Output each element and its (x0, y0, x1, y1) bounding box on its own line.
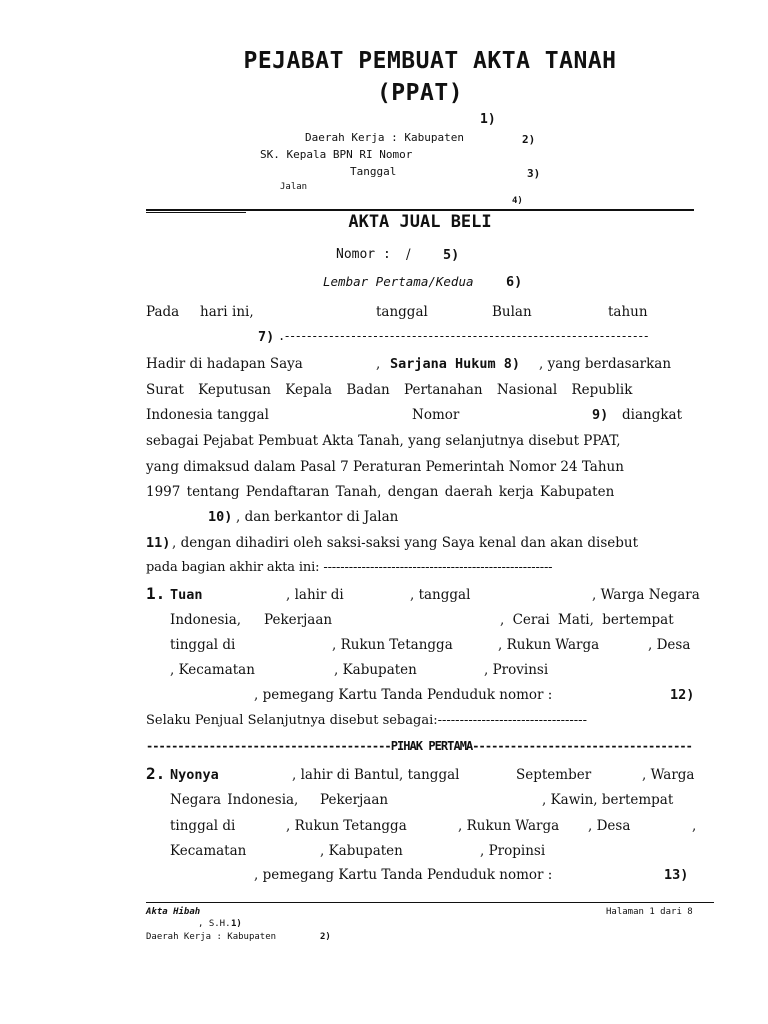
footer-akta-hibah: Akta Hibah (146, 907, 201, 917)
item2-l3-c: , Rukun Warga (458, 818, 560, 834)
item2-l1-a: , lahir di Bantul, tanggal (292, 767, 460, 783)
footer-page-indicator: Halaman 1 dari 8 (606, 907, 693, 917)
item1-l2-c: , Cerai Mati, bertempat (500, 612, 674, 628)
item1-l1-c: , Warga Negara (592, 587, 700, 603)
para2-l6: 1997 tentang Pendaftaran Tanah, dengan daerah kerja Kabupaten (146, 484, 615, 500)
item2-l1-b: September (516, 767, 592, 783)
item2-l2-a: Negara Indonesia, (170, 792, 299, 808)
selaku-line: Selaku Penjual Selanjutnya disebut sebagai:---------------------------------- (146, 713, 587, 728)
item2-l4-b: , Kabupaten (320, 843, 403, 859)
item2-l3-b: , Rukun Tetangga (286, 818, 407, 834)
para2-l1-b: , (376, 356, 381, 372)
item1-l3-d: , Desa (648, 637, 691, 653)
para2-l8-note: 11) (146, 535, 171, 551)
footer-divider (146, 902, 714, 903)
para1-word-pada: Pada (146, 304, 180, 320)
para2-l4: sebagai Pejabat Pembuat Akta Tanah, yang selanjutnya disebut PPAT, (146, 433, 621, 449)
para2-l1-d: , yang berdasarkan (539, 356, 672, 372)
para1-note: 7) (258, 329, 275, 345)
header-note-3: 3) (527, 167, 541, 180)
item1-l3-a: tinggal di (170, 637, 236, 653)
item2-l2-c: , Kawin, bertempat (542, 792, 674, 808)
para2-l9: pada bagian akhir akta ini: ------------------------------------------------------ (146, 560, 553, 575)
item1-l4-c: , Provinsi (484, 662, 549, 678)
pihak-pertama-line: ---------------------------------------PIHAK PERTAMA----------------------------------- (146, 739, 692, 753)
footer-sh: , S.H. (198, 919, 231, 929)
para2-l3-a: Indonesia tanggal (146, 407, 269, 423)
para2-sarjana-hukum: Sarjana Hukum 8) (390, 356, 521, 372)
footer-daerah: Daerah Kerja : Kabupaten (146, 932, 277, 942)
para1-word-tanggal: tanggal (376, 304, 428, 320)
lembar-label: Lembar Pertama/Kedua (323, 274, 474, 289)
lembar-note: 6) (506, 274, 523, 290)
para1-word-ini: ini, (232, 304, 254, 320)
header-sk-label: SK. Kepala BPN RI Nomor (260, 148, 413, 161)
para1-word-hari: hari (200, 304, 228, 320)
para2-l7-note: 10) (208, 509, 233, 525)
header-note-4: 4) (512, 196, 523, 206)
item2-l1-c: , Warga (642, 767, 695, 783)
item2-number: 2. (146, 764, 166, 783)
item1-l2-a: Indonesia, (170, 612, 242, 628)
para2-l7-b: , dan berkantor di Jalan (236, 509, 399, 525)
nomor-label: Nomor : (336, 247, 391, 262)
para2-l3-b: Nomor (412, 407, 460, 423)
header-title-line2: (PPAT) (376, 80, 464, 106)
item1-number: 1. (146, 584, 166, 603)
item2-l3-a: tinggal di (170, 818, 236, 834)
para1-word-tahun: tahun (608, 304, 648, 320)
para2-l1-a: Hadir di hadapan Saya (146, 356, 303, 372)
item1-l1-a: , lahir di (286, 587, 344, 603)
akta-title: AKTA JUAL BELI (348, 212, 492, 232)
item1-l1-b: , tanggal (410, 587, 471, 603)
item2-l5-a: , pemegang Kartu Tanda Penduduk nomor : (254, 867, 553, 883)
para2-l5: yang dimaksud dalam Pasal 7 Peraturan Pemerintah Nomor 24 Tahun (146, 459, 624, 475)
item2-l3-e: , (692, 818, 697, 834)
item1-l3-b: , Rukun Tetangga (332, 637, 453, 653)
item1-title: Tuan (170, 587, 203, 603)
footer-daerah-note: 2) (320, 932, 331, 942)
para2-l3-note: 9) (592, 407, 609, 423)
item1-l5-a: , pemegang Kartu Tanda Penduduk nomor : (254, 687, 553, 703)
header-jalan-label: Jalan (280, 182, 308, 192)
header-title-line1: PEJABAT PEMBUAT AKTA TANAH (243, 48, 617, 74)
para2-l2: Surat Keputusan Kepala Badan Pertanahan Nasional Republik (146, 382, 633, 398)
item1-l4-b: , Kabupaten (334, 662, 417, 678)
item1-l4-a: , Kecamatan (170, 662, 255, 678)
item2-l4-a: Kecamatan (170, 843, 247, 859)
item2-note: 13) (664, 867, 689, 883)
para1-word-bulan: Bulan (492, 304, 532, 320)
item2-l3-d: , Desa (588, 818, 631, 834)
header-note-2: 2) (522, 133, 536, 146)
item2-l2-b: Pekerjaan (320, 792, 389, 808)
item1-note: 12) (670, 687, 695, 703)
nomor-note: 5) (443, 247, 460, 263)
header-daerah-label: Daerah Kerja : Kabupaten (305, 131, 464, 144)
item2-l4-c: , Propinsi (480, 843, 546, 859)
header-note-1: 1) (480, 112, 496, 127)
para2-l3-d: diangkat (622, 407, 682, 423)
header-tanggal-label: Tanggal (350, 165, 397, 178)
item2-title: Nyonya (170, 767, 219, 783)
header-divider (146, 209, 694, 211)
nomor-separator: / (406, 247, 411, 263)
para1-dashes: .------------------------------------------------------------------ (278, 329, 649, 343)
item1-l3-c: , Rukun Warga (498, 637, 600, 653)
item1-l2-b: Pekerjaan (264, 612, 333, 628)
para2-l8-b: , dengan dihadiri oleh saksi-saksi yang Saya kenal dan akan disebut (172, 535, 639, 551)
footer-sh-note: 1) (231, 919, 242, 929)
